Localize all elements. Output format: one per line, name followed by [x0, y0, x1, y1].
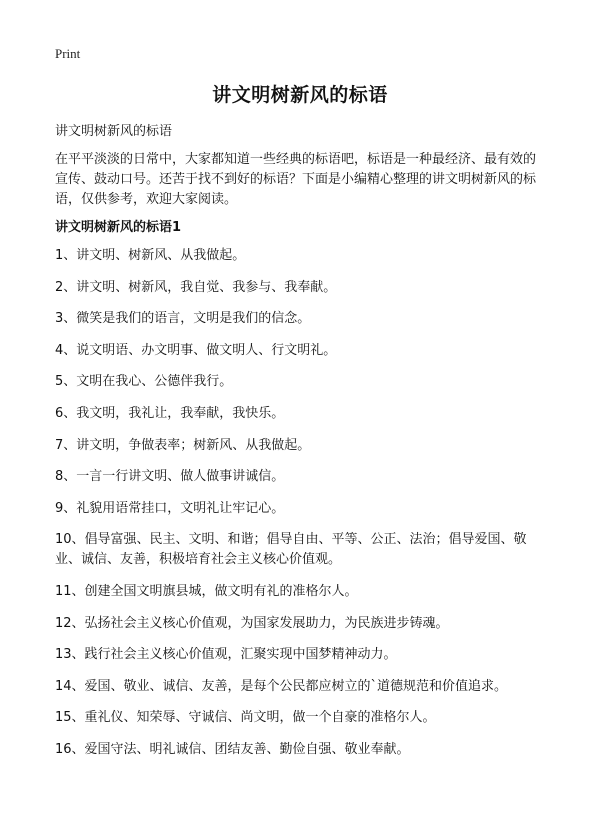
- slogan-item: 3、微笑是我们的语言，文明是我们的信念。: [55, 311, 311, 327]
- section-heading: 讲文明树新风的标语1: [55, 220, 182, 235]
- slogan-item: 10、倡导富强、民主、文明、和谐；倡导自由、平等、公正、法治；倡导爱国、敬业、诚信、友善，积极培育社会主义核心价值观。: [55, 532, 527, 568]
- slogan-item: 11、创建全国文明旗县城，做文明有礼的准格尔人。: [55, 583, 358, 599]
- slogan-item: 12、弘扬社会主义核心价值观，为国家发展助力，为民族进步铸魂。: [55, 615, 449, 631]
- slogan-item: 4、说文明语、办文明事、做文明人、行文明礼。: [55, 342, 337, 358]
- slogan-item: 8、一言一行讲文明、做人做事讲诚信。: [55, 469, 285, 485]
- print-label[interactable]: Print: [55, 46, 81, 61]
- slogan-item: 14、爱国、敬业、诚信、友善，是每个公民都应树立的`道德规范和价值追求。: [55, 678, 508, 694]
- slogan-list: [55, 246, 550, 772]
- slogan-item: 16、爱国守法、明礼诚信、团结友善、勤俭自强、敬业奉献。: [55, 741, 410, 757]
- slogan-item: 13、践行社会主义核心价值观，汇聚实现中国梦精神动力。: [55, 647, 397, 663]
- document-subtitle: 讲文明树新风的标语: [55, 124, 173, 139]
- slogan-item: 15、重礼仪、知荣辱、守诚信、尚文明，做一个自豪的准格尔人。: [55, 710, 436, 726]
- slogan-item: 5、文明在我心、公德伴我行。: [55, 374, 233, 390]
- slogan-item: 2、讲文明、树新风，我自觉、我参与、我奉献。: [55, 279, 337, 295]
- slogan-item: 9、礼貌用语常挂口，文明礼让牢记心。: [55, 500, 285, 516]
- slogan-item: 6、我文明，我礼让，我奉献，我快乐。: [55, 405, 285, 421]
- page-title: 讲文明树新风的标语: [212, 84, 388, 106]
- slogan-item: 7、讲文明，争做表率；树新风、从我做起。: [55, 437, 311, 453]
- slogan-item: 1、讲文明、树新风、从我做起。: [55, 248, 246, 263]
- intro-paragraph: 在平平淡淡的日常中，大家都知道一些经典的标语吧，标语是一种最经济、最有效的宣传、鼓动口号。还苦于找不到好的标语？下面是小编精心整理的讲文明树新风的标语，仅供参考，欢迎大家阅读。: [55, 152, 537, 207]
